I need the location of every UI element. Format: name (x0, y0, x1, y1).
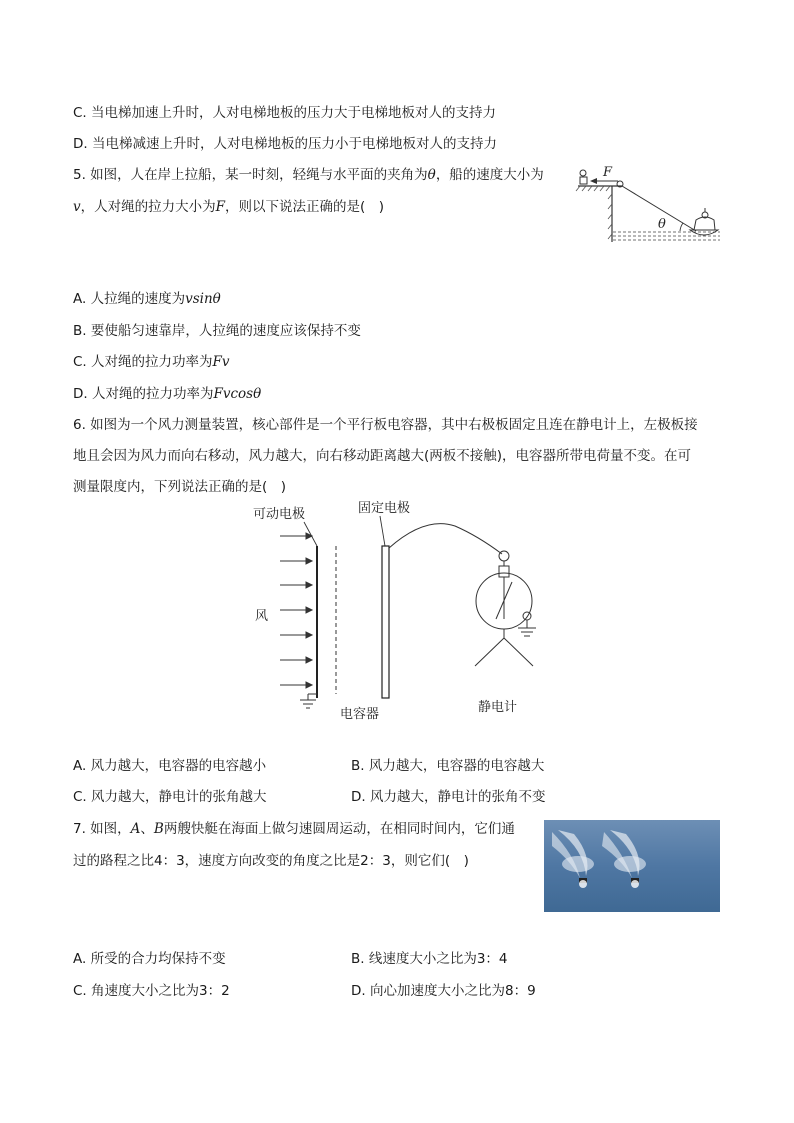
q7-stem-text: 两艘快艇在海面上做匀速圆周运动，在相同时间内，它们通 (163, 821, 515, 837)
q5-option-d (73, 384, 261, 404)
electroscope-icon (475, 551, 536, 666)
q5-option-d-text: D. 人对绳的拉力功率为 (73, 386, 214, 402)
q5-stem-text: ，船的速度大小为 (435, 167, 544, 183)
q5-option-a-text: A. 人拉绳的速度为 (73, 291, 186, 307)
q5-f-symbol: F (215, 199, 226, 215)
wind-label: 风 (255, 609, 269, 624)
q5-stem-text: 5. 如图，人在岸上拉船，某一时刻，轻绳与水平面的夹角为 (73, 167, 428, 183)
q5-stem-line-2 (73, 197, 384, 217)
q7-b-symbol: B (153, 821, 164, 837)
q6-wind-gauge-figure (250, 498, 550, 726)
q5-option-a-math: vsinθ (185, 291, 221, 307)
q6-stem-line-2: 地且会因为风力而向右移动，风力越大，向右移动距离越大(两板不接触)，电容器所带电荷量不变。在可 (73, 448, 692, 464)
q6-option-c: C. 风力越大，静电计的张角越大 (73, 789, 267, 805)
q6-option-a: A. 风力越大，电容器的电容越小 (73, 758, 267, 774)
wind-arrows (280, 533, 312, 688)
q5-stem-line-1 (73, 165, 544, 185)
speedboats-photo (544, 820, 720, 912)
q5-v-symbol: v (73, 199, 81, 215)
q6-option-b: B. 风力越大，电容器的电容越大 (351, 758, 545, 774)
fixed-plate (382, 546, 389, 698)
q5-stem-text: ，人对绳的拉力大小为 (80, 199, 216, 215)
q5-option-a (73, 289, 221, 309)
q7-stem-line-1 (73, 819, 515, 839)
capacitor-label: 电容器 (340, 707, 380, 722)
q5-boat-figure (572, 160, 724, 250)
q7-a-symbol: A (130, 821, 141, 837)
q5-stem-text: ，则以下说法正确的是( ) (225, 199, 385, 215)
q5-option-c-math: Fv (212, 354, 230, 370)
q5-option-c (73, 352, 230, 372)
q5-fig-force-label: F (603, 165, 613, 180)
q7-stem-line-2: 过的路程之比4：3，速度方向改变的角度之比是2：3，则它们( ) (73, 853, 469, 869)
q6-stem-line-3: 测量限度内，下列说法正确的是( ) (73, 479, 287, 495)
electroscope-label: 静电计 (478, 700, 518, 715)
q5-option-d-math: Fvcosθ (213, 386, 262, 402)
q7-stem-text: 7. 如图， (73, 821, 131, 837)
q5-option-c-text: C. 人对绳的拉力功率为 (73, 354, 213, 370)
q7-option-d: D. 向心加速度大小之比为8：9 (351, 983, 536, 999)
q5-option-b: B. 要使船匀速靠岸，人拉绳的速度应该保持不变 (73, 323, 361, 339)
q5-theta-symbol: θ (427, 167, 436, 183)
q6-stem-line-1: 6. 如图为一个风力测量装置，核心部件是一个平行板电容器，其中右极板固定且连在静电计上，左极板接 (73, 417, 698, 433)
movable-plate-label: 可动电极 (253, 507, 306, 522)
q6-option-d: D. 风力越大，静电计的张角不变 (351, 789, 546, 805)
q7-option-b: B. 线速度大小之比为3：4 (351, 951, 508, 967)
q4-option-c: C. 当电梯加速上升时，人对电梯地板的压力大于电梯地板对人的支持力 (73, 105, 497, 121)
person-icon (580, 170, 586, 176)
ground-icon (300, 694, 317, 708)
q7-option-c: C. 角速度大小之比为3：2 (73, 983, 230, 999)
fixed-plate-label: 固定电极 (358, 501, 411, 516)
q5-fig-angle-label: θ (658, 217, 666, 232)
boat-icon (690, 208, 718, 235)
q7-stem-text: 、 (140, 821, 154, 837)
q4-option-d: D. 当电梯减速上升时，人对电梯地板的压力小于电梯地板对人的支持力 (73, 136, 497, 152)
q7-option-a: A. 所受的合力均保持不变 (73, 951, 226, 967)
